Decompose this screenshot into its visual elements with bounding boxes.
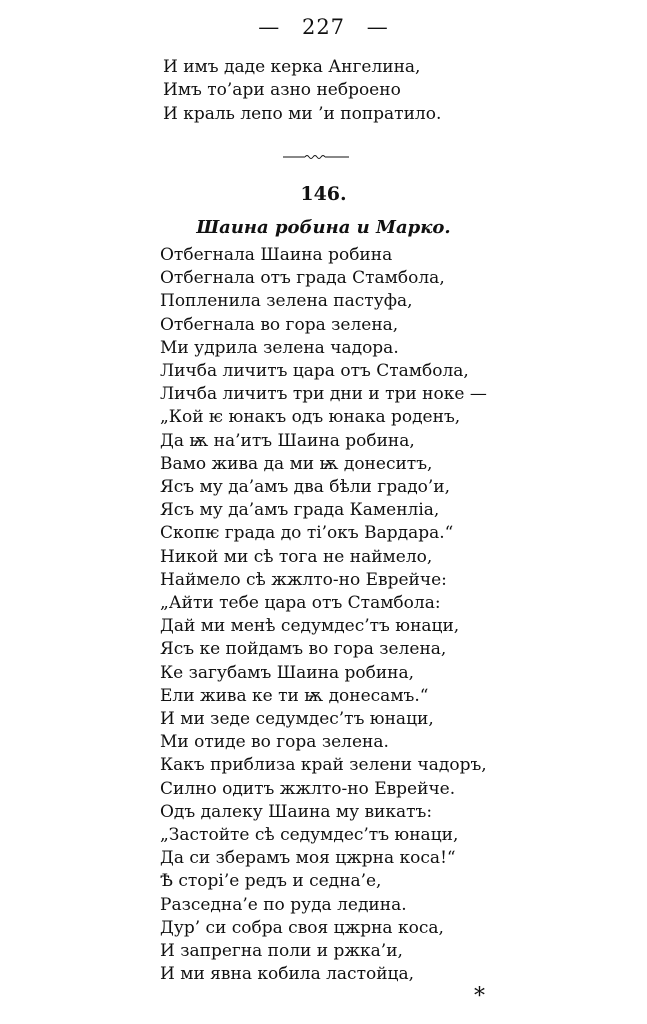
verse-line: Имъ то’ари азно неброено: [163, 80, 401, 101]
verse-line: Наймело сѣ жжлто-но Еврейче:: [160, 569, 447, 590]
page-dash-right: —: [366, 15, 389, 39]
verse-line: Ми отиде во гора зелена.: [160, 732, 389, 753]
verse-line: Отбегнала во гора зелена,: [160, 314, 399, 335]
verse-line: Ми удрила зелена чадора.: [160, 337, 399, 358]
section-divider: [283, 154, 349, 160]
verse-line: „Кой ѥ юнакъ одъ юнака роденъ,: [160, 407, 461, 428]
verse-line: Разседна’е по руда ледина.: [160, 894, 407, 915]
verse-line: Ке загубамъ Шаина робина,: [160, 662, 415, 683]
verse-line: Скопѥ града до ті’окъ Вардара.“: [160, 523, 454, 544]
verse-line: Ясъ му да’амъ града Каменліа,: [160, 500, 440, 521]
verse-line: Личба личитъ три дни и три ноке —: [160, 384, 487, 405]
signature-mark: *: [474, 984, 485, 1009]
verse-line: И краль лепо ми ’и попратило.: [163, 103, 442, 124]
verse-line: И запрегна поли и ржка’и,: [160, 941, 403, 962]
verse-line: Да ѭ на’итъ Шаина робина,: [160, 430, 415, 451]
verse-line: Дай ми менѣ седумдес’тъ юнаци,: [160, 616, 460, 637]
verse-line: И ми зеде седумдес’тъ юнаци,: [160, 709, 434, 730]
poem-title: Шаина робина и Марко.: [196, 217, 451, 238]
verse-line: Ѣ сторі’е редъ и седна’е,: [160, 871, 382, 892]
verse-line: Вамо жива да ми ѭ донеситъ,: [160, 453, 433, 474]
verse-line: Никой ми сѣ тога не наймело,: [160, 546, 433, 567]
verse-line: Отбегнала отъ града Стамбола,: [160, 268, 445, 289]
verse-line: Дур’ си собра своя цжрна коса,: [160, 917, 444, 938]
verse-line: Ясъ му да’амъ два бѣли градо’и,: [160, 477, 451, 498]
page-header: [0, 15, 647, 39]
verse-line: Попленила зелена пастуфа,: [160, 291, 413, 312]
verse-line: И ми явна кобила ластойца,: [160, 964, 415, 985]
poem-number: 146.: [300, 183, 347, 205]
verse-line: Ели жива ке ти ѭ донесамъ.“: [160, 685, 429, 706]
verse-line: Силно одитъ жжлто-но Еврейче.: [160, 778, 456, 799]
verse-line: „Застойте сѣ седумдес’тъ юнаци,: [160, 825, 459, 846]
previous-poem-ending: [163, 56, 441, 126]
verse-line: Отбегнала Шаина робина: [160, 245, 393, 265]
verse-line: И имъ даде керка Ангелина,: [163, 57, 421, 77]
verse-line: „Айти тебе цара отъ Стамбола:: [160, 593, 441, 614]
verse-line: Да си зберамъ моя цжрна коса!“: [160, 848, 456, 869]
verse-line: Ясъ ке пойдамъ во гора зелена,: [160, 639, 447, 660]
page-dash-left: —: [258, 15, 281, 39]
verse-line: Личба личитъ цара отъ Стамбола,: [160, 361, 469, 382]
verse-line: Одъ далеку Шаина му викатъ:: [160, 801, 433, 822]
poem-body: [160, 244, 487, 987]
verse-line: Какъ приблиза край зелени чадоръ,: [160, 755, 487, 776]
page-number: 227: [301, 15, 346, 39]
